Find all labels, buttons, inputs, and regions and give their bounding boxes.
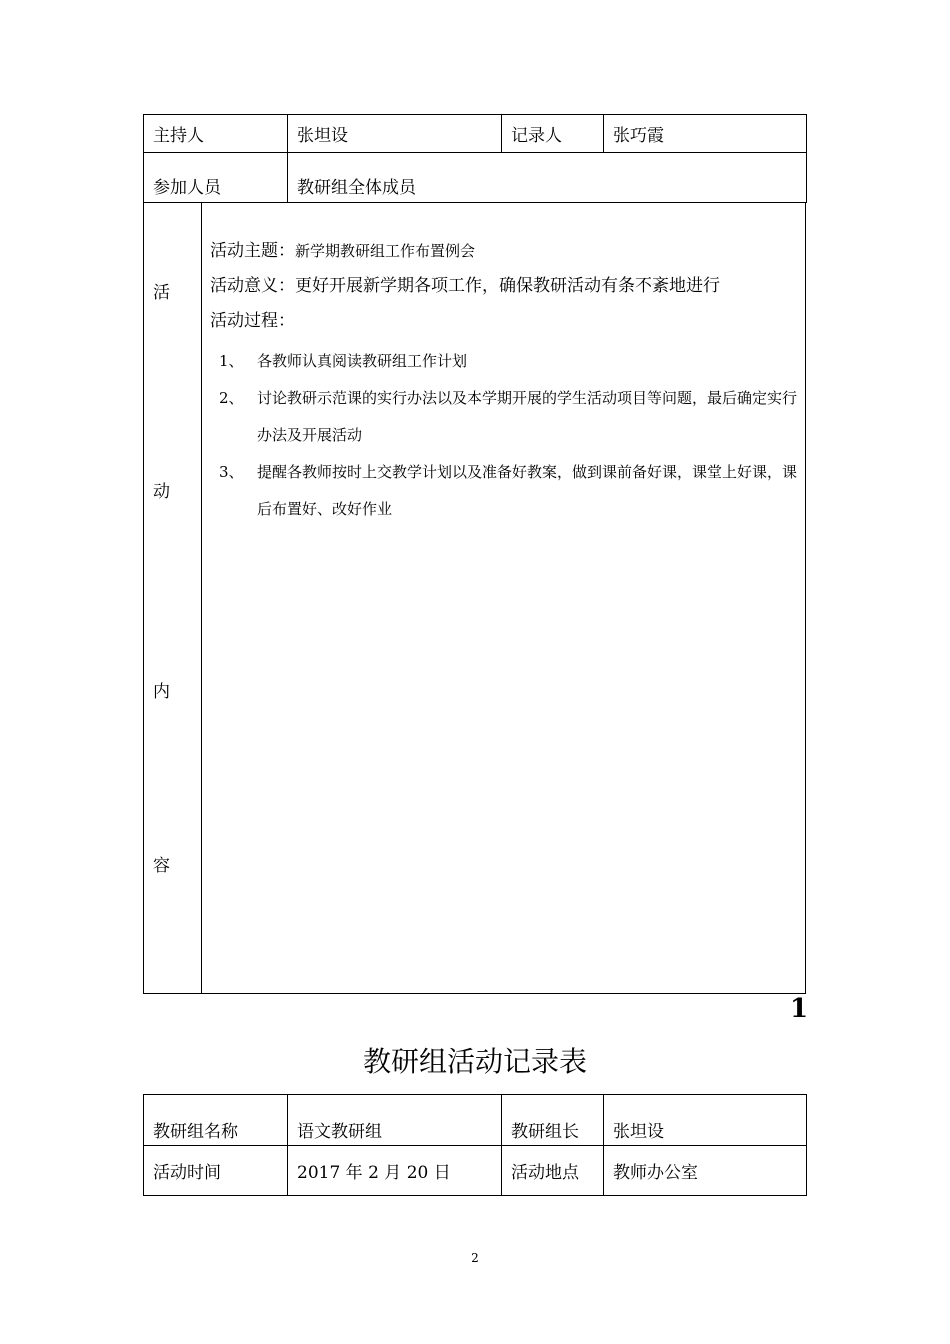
host-label: 主持人 [144,115,288,153]
list-item [210,343,799,380]
activity-content [210,234,799,528]
record-table-info [143,1094,807,1196]
step-number: 1、 [219,352,244,370]
step-number: 3、 [219,463,244,481]
side-char: 容 [153,856,170,876]
record-table-header [143,114,807,203]
table-row [144,153,807,203]
theme-value: 新学期教研组工作布置例会 [295,242,476,260]
activity-meaning [210,269,799,304]
process-label: 活动过程： [210,311,295,331]
group-name-label: 教研组名称 [144,1095,288,1146]
list-item [210,454,799,528]
host-value: 张坦设 [288,115,502,153]
list-item [210,380,799,454]
meaning-label: 活动意义： [210,276,295,296]
leader-value: 张坦设 [604,1095,807,1146]
page-mark: 1 [790,994,809,1024]
table-row [144,115,807,153]
step-number: 2、 [219,389,244,407]
activity-content-side-label [144,202,202,993]
activity-content-box [143,202,806,994]
side-char: 动 [153,482,170,502]
step-text: 提醒各教师按时上交教学计划以及准备好教案，做到课前备好课，课堂上好课，课后布置好、改好作业 [257,463,798,518]
process-steps [210,343,799,528]
side-char: 活 [153,283,170,303]
group-name-value: 语文教研组 [288,1095,502,1146]
place-value: 教师办公室 [604,1146,807,1196]
table-row [144,1146,807,1196]
place-label: 活动地点 [502,1146,604,1196]
participants-value: 教研组全体成员 [288,153,807,203]
activity-theme [210,234,799,269]
step-text: 讨论教研示范课的实行办法以及本学期开展的学生活动项目等问题，最后确定实行办法及开展活动 [257,389,798,444]
document-title: 教研组活动记录表 [362,1045,587,1078]
participants-label: 参加人员 [144,153,288,203]
table-row [144,1095,807,1146]
recorder-value: 张巧霞 [604,115,807,153]
time-value: 2017 年 2 月 20 日 [288,1146,502,1196]
side-char: 内 [153,682,170,702]
meaning-value: 更好开展新学期各项工作，确保教研活动有条不紊地进行 [295,276,720,296]
time-label: 活动时间 [144,1146,288,1196]
leader-label: 教研组长 [502,1095,604,1146]
recorder-label: 记录人 [502,115,604,153]
theme-label: 活动主题： [210,241,295,261]
page-number: 2 [471,1251,479,1265]
step-text: 各教师认真阅读教研组工作计划 [257,352,468,370]
